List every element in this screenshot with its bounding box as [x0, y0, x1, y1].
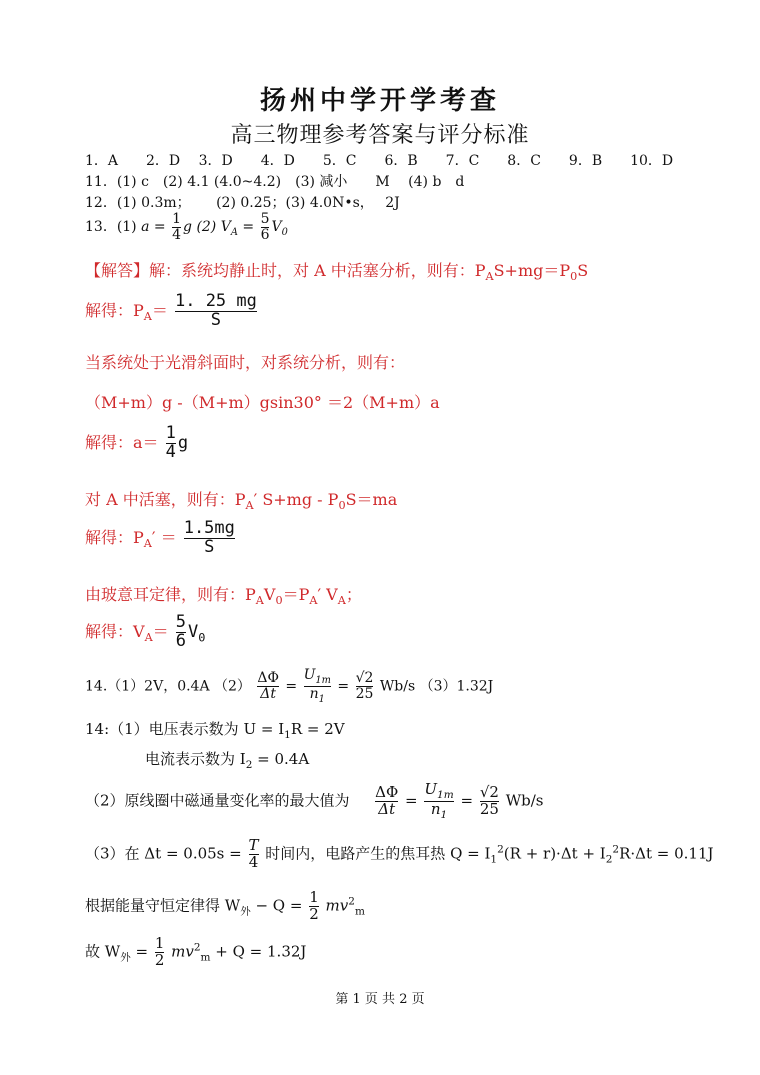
q14-summary-frac1: $\frac{\Delta\Phi}{\Delta t}$ [257, 670, 279, 703]
q14-summary-frac2: $\frac{U_{1m}}{n_1}$ [303, 667, 331, 705]
q14-part1-voltage: 14:（1）电压表示数为 $U = I_1R = 2V$ [85, 720, 345, 741]
solution-line-7: 解得：$P_A'$ ＝ $\frac{1.5mg}{S}$ [85, 518, 235, 557]
solution-line-5: 解得：a＝ $\frac{1}{4}$ g [85, 423, 189, 462]
q14-part1-current: 电流表示数为 $I_2 = 0.4A$ [145, 750, 310, 771]
solution-l7-fraction: $\frac{1.5mg}{S}$ [183, 518, 235, 557]
solution-line-1: 【解答】解：系统均静止时，对 A 中活塞分析，则有：$P_AS+mg=P_0S$ [85, 261, 589, 284]
q13-a-den: 4 [172, 226, 182, 243]
q14-energy-frac: $\frac{1}{2}$ [309, 888, 319, 923]
page-footer: 第 1 页 共 2 页 [335, 992, 425, 1007]
answer-line-q11: 11．(1) c (2) 4.1 (4.0~4.2) (3) 减小 M (4) b d [85, 174, 465, 190]
q13-b-num: 5 [260, 211, 270, 227]
q14-part2-frac2: $\frac{U_{1m}}{n_1}$ [424, 780, 454, 822]
answer-line-mc: 1．A 2．D 3．D 4．D 5．C 6．B 7．C 8．C 9．B 10．D [85, 153, 674, 169]
solution-l5-fraction: $\frac{1}{4}$ [165, 423, 176, 462]
solution-line-6: 对 A 中活塞，则有：$P_A'$ $S+mg - P_0S=ma$ [85, 490, 398, 513]
q14-part3-frac: $\frac{T}{4}$ [248, 836, 259, 871]
solution-line-3: 当系统处于光滑斜面时，对系统分析，则有： [85, 353, 406, 372]
q13-b-eq: = [242, 219, 255, 236]
q13-b-fraction [261, 212, 270, 242]
q14-summary-frac3: $\frac{√2}{25}$ [355, 670, 374, 703]
q13-a-fraction [172, 212, 181, 242]
answer-line-q13 [85, 212, 288, 242]
q13-prefix: 13．(1) [85, 219, 137, 236]
q13-b-label: (2) $V_A$ [196, 219, 238, 238]
document-title: 扬州中学开学考查 [259, 86, 500, 116]
q14-result-frac: $\frac{1}{2}$ [154, 934, 165, 969]
solution-l9-fraction: $\frac{5}{6}$ [175, 612, 187, 651]
solution-line-2: 解得：$P_A=$ $\frac{1. 25 mg}{S}$ [85, 291, 257, 330]
q14-result: 故 $W_外$ = $\frac{1}{2}$ $mv^2_m + Q = 1.32J$ [85, 934, 307, 969]
solution-l2-fraction: $\frac{1. 25 mg}{S}$ [174, 291, 257, 330]
document-subtitle: 高三物理参考答案与评分标准 [230, 123, 530, 148]
q14-summary: 14.（1）2V，0.4A （2） $\frac{\Delta\Phi}{\Delta t}$ = $\frac{U_{1m}}{n_1}$ = $\frac{√2}{25}$ Wb/s （3）1.32J [85, 667, 494, 705]
q14-part2: （2）原线圈中磁通量变化率的最大值为 $\frac{\Delta\Phi}{\Delta t}$ = $\frac{U_{1m}}{n_1}$ = $\frac{√2}{25}$ Wb/s [85, 780, 544, 822]
q13-a-num: 1 [172, 211, 182, 227]
solution-line-9: 解得：$V_A=$ $\frac{5}{6}$ $V_0$ [85, 612, 206, 651]
q14-part2-frac1: $\frac{\Delta\Phi}{\Delta t}$ [375, 783, 399, 819]
answer-line-q12: 12．(1) 0.3m； (2) 0.25；(3) 4.0N•s， 2J [85, 195, 400, 211]
q13-b-den: 6 [260, 226, 270, 243]
solution-line-8: 由玻意耳定律，则有：$P_AV_0=P_A'$ $V_A$； [85, 585, 362, 608]
solution-line-4: （M+m）g -（M+m）gsin30° ＝2（M+m）a [85, 393, 440, 412]
q13-a-tail: g [183, 219, 192, 236]
q14-part3: （3）在 Δt = 0.05s = $\frac{T}{4}$ 时间内，电路产生的焦耳热 $Q = I_1^2(R + r)\cdot\Delta t + I_2^2R\cdot\Delta t = 0.11J$ [85, 836, 714, 871]
q14-energy: 根据能量守恒定律得 $W_外 - Q$ = $\frac{1}{2}$ $mv^2_m$ [85, 888, 365, 923]
q14-part2-frac3: $\frac{√2}{25}$ [479, 783, 499, 819]
q13-a-label: a = [141, 219, 166, 236]
q13-b-tail: $V_0$ [271, 219, 288, 238]
